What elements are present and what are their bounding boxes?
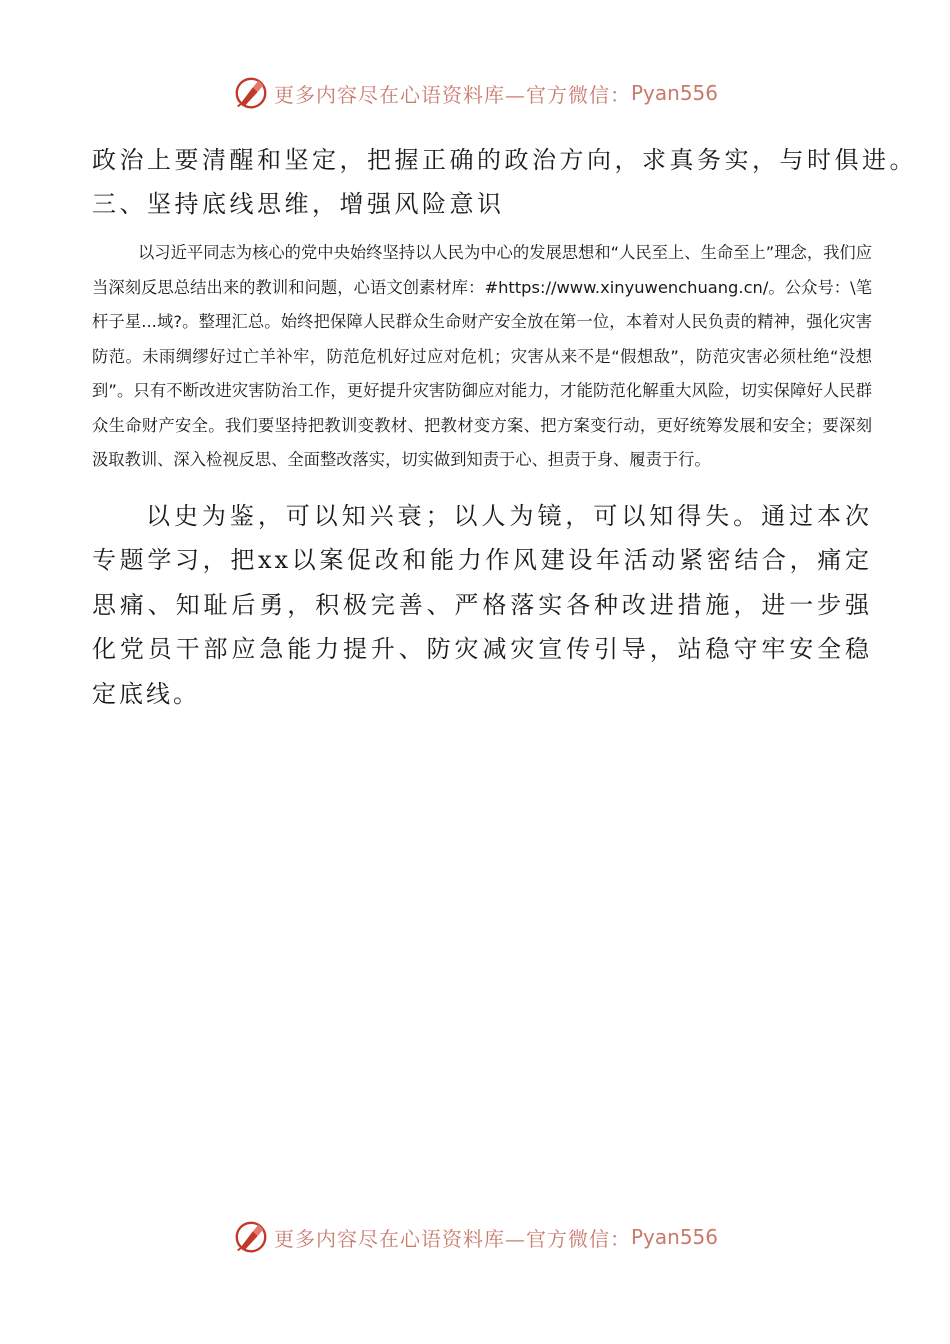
header-banner-text: 更多内容尽在心语资料库—官方微信： [273,82,631,107]
paragraph-small: 以习近平同志为核心的党中央始终坚持以人民为中心的发展思想和“人民至上、生命至上”理念，我们应当深刻反思总结出来的教训和问题，心语文创素材库：#https://www.xinyuwenchuang.cn/。公众号：\笔杆子星...域?。整理汇总。始终把保障人民群众生命财产安全放在第一位，本着对人民负责的精神，强化灾害防范。未雨绸缪好过亡羊补牢，防范危机好过应对危机；灾害从来不是“假想敌”，防范灾害必须杜绝“没想到”。只有不断改进灾害防治工作，更好提升灾害防御应对能力，才能防范化解重大风险，切实保障好人民群众生命财产安全。我们要坚持把教训变教材、把教材变方案、把方案变行动，更好统筹发展和安全；要深刻汲取教训、深入检视反思、全面整改落实，切实做到知责于心、担责于身、履责于行。 [92,243,872,469]
section-heading: 三、坚持底线思维，增强风险意识 [92,190,505,218]
pen-nib-logo-icon [232,1218,270,1256]
footer-banner [0,1217,950,1257]
pen-nib-logo-icon [232,74,270,112]
header-banner-handle: Pyan556 [630,81,718,105]
footer-banner-text: 更多内容尽在心语资料库—官方微信： [273,1226,631,1251]
footer-banner-handle: Pyan556 [630,1225,718,1249]
header-banner [0,73,950,113]
document-body [92,138,917,716]
paragraph-closing: 以史为鉴，可以知兴衰；以人为镜，可以知得失。通过本次专题学习，把xx以案促改和能力作风建设年活动紧密结合，痛定思痛、知耻后勇，积极完善、严格落实各种改进措施，进一步强化党员干部应急能力提升、防灾减灾宣传引导，站稳守牢安全稳定底线。 [92,501,872,708]
line-continuation: 政治上要清醒和坚定，把握正确的政治方向，求真务实，与时俱进。 [92,146,917,174]
